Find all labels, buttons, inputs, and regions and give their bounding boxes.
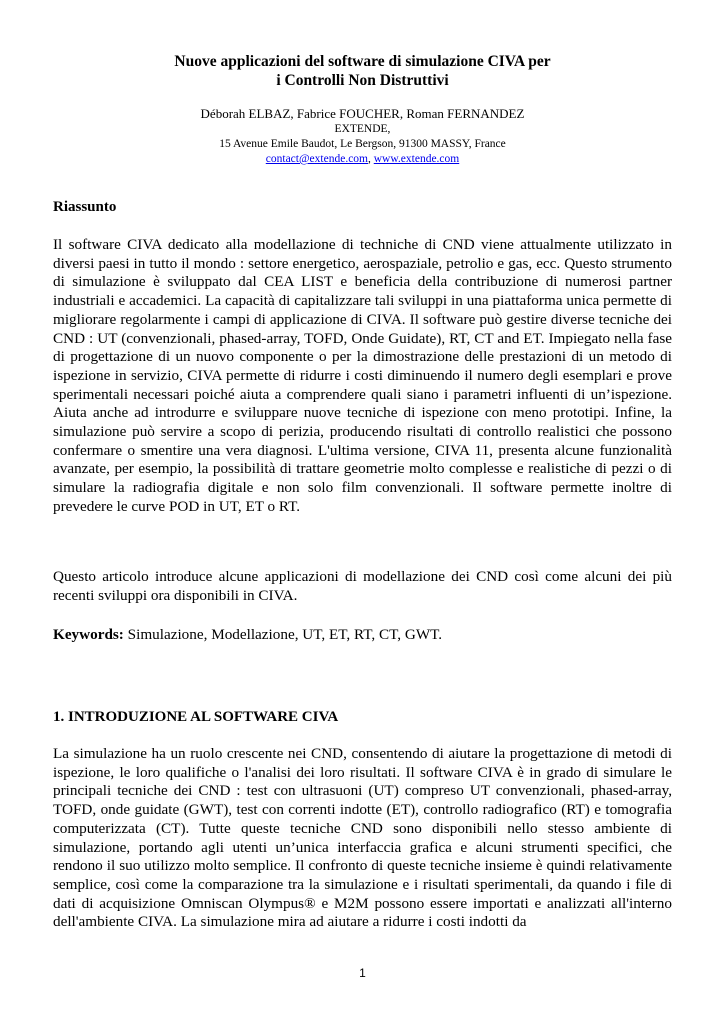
- affiliation: [0, 122, 725, 167]
- paper-title: [0, 52, 725, 90]
- website-link[interactable]: www.extende.com: [373, 153, 460, 165]
- page-number: 1: [359, 966, 366, 980]
- author-list: Déborah ELBAZ, Fabrice FOUCHER, Roman FERNANDEZ: [200, 106, 525, 121]
- organization: EXTENDE,: [334, 123, 391, 135]
- address: 15 Avenue Emile Baudot, Le Bergson, 91300 MASSY, France: [219, 138, 506, 150]
- section-1-heading: 1. INTRODUZIONE AL SOFTWARE CIVA: [53, 709, 339, 725]
- keywords-text: Simulazione, Modellazione, UT, ET, RT, CT, GWT.: [123, 626, 443, 643]
- title-line-2: i Controlli Non Distruttivi: [276, 72, 449, 89]
- section-1-paragraph: La simulazione ha un ruolo crescente nei CND, consentendo di aiutare la progettazione di metodi di ispezione, le loro qualifiche o l'analisi dei loro risultati. Il software CIVA è in grado di simulare le principali tecniche dei CND : test con ultrasuoni (UT) compreso UT convenzionali, phased-array, TOFD, onde guidate (GWT), test con correnti indotte (ET), controllo radiografico (RT) e tomografia computerizzata (CT). Tutte queste tecniche CND sono disponibili nello stesso ambiente di simulazione, portando agli utenti un’unica interfaccia grafica e alcuni strumenti specifici, che rendono il suo utilizzo molto semplice. Il confronto di queste tecniche insieme è quindi relativamente semplice, così come la comparazione tra la simulazione e i risultati sperimentali, da quando i file di dati di acquisizione Omniscan Olympus® e M2M possono essere importati e analizzati all'interno dell'ambiente CIVA. La simulazione mira ad aiutare a ridurre i costi indotti da: [53, 745, 672, 931]
- title-line-1: Nuove applicazioni del software di simulazione CIVA per: [174, 53, 551, 70]
- abstract-paragraph-1: Il software CIVA dedicato alla modellazione di techniche di CND viene attualmente utilizzato in diversi paesi in tutto il mondo : settore energetico, aerospaziale, petrolio e gas, ecc. Questo strumento di simulazione è sviluppato dal CEA LIST e beneficia della contribuzione di numerosi partner industriali e accademici. La capacità di capitalizzare tali sviluppi in una piattaforma unica permette di migliorare regolarmente i campi di applicazione di CIVA. Il software può gestire diverse tecniche dei CND : UT (convenzionali, phased-array, TOFD, Onde Guidate), RT, CT and ET. Impiegato nella fase di progettazione di un nuovo componente o per la dimostrazione delle prestazioni di un metodo di ispezione in servizio, CIVA permette di ridurre i costi diminuendo il numero degli esemplari e prove sperimentali necessari poiché aiuta a comprendere quali siano i parametri influenti di un’ispezione. Aiuta anche ad introdurre e sviluppare nuove tecniche di ispezione con meno prototipi. Infine, la simulazione può servire a scopo di perizia, producendo risultati di controllo realistici che possono confermare o smentire una vera diagnosi. L'ultima versione, CIVA 11, presenta alcune funzionalità avanzate, per esempio, la possibilità di trattare geometrie molto complesse e realistiche di pezzi o di simulare la radiografia digitale e non solo film convenzionali. Il software permette inoltre di prevedere le curve POD in UT, ET o RT.: [53, 236, 672, 515]
- email-link[interactable]: contact@extende.com: [265, 153, 368, 165]
- contact-separator: ,: [368, 153, 374, 165]
- contact-line: [0, 152, 725, 167]
- abstract-heading: Riassunto: [53, 199, 117, 215]
- abstract-paragraph-2: Questo articolo introduce alcune applicazioni di modellazione dei CND così come alcuni dei più recenti sviluppi ora disponibili in CIVA.: [53, 568, 672, 604]
- keywords: [53, 626, 672, 645]
- keywords-label: Keywords:: [53, 626, 124, 643]
